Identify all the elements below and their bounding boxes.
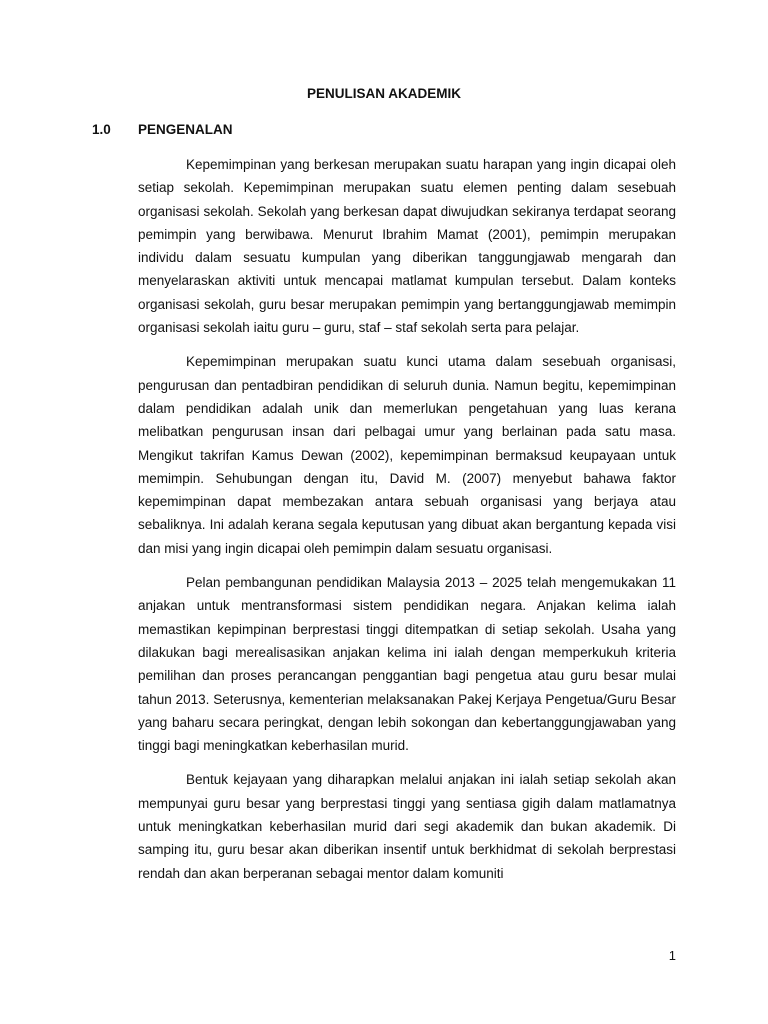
paragraph-2: Kepemimpinan merupakan suatu kunci utama dalam sesebuah organisasi, pengurusan dan pentadbiran pendidikan di seluruh dunia. Namun begitu, kepemimpinan dalam pendidikan adalah unik dan memerlukan pengetahuan yang luas kerana melibatkan pengurusan insan dari pelbagai umur yang berlainan pada satu masa. Mengikut takrifan Kamus Dewan (2002), kepemimpinan bermaksud keupayaan untuk memimpin. Sehubungan dengan itu, David M. (2007) menyebut bahawa faktor kepemimpinan dapat membezakan antara sebuah organisasi yang berjaya atau sebaliknya. Ini adalah kerana segala keputusan yang dibuat akan bergantung kepada visi dan misi yang ingin dicapai oleh pemimpin dalam sesuatu organisasi. <box>138 354 676 556</box>
paragraph-4: Bentuk kejayaan yang diharapkan melalui anjakan ini ialah setiap sekolah akan mempunyai guru besar yang berprestasi tinggi yang sentiasa gigih dalam matlamatnya untuk meningkatkan keberhasilan murid dari segi akademik dan bukan akademik. Di samping itu, guru besar akan diberikan insentif untuk berkhidmat di sekolah berprestasi rendah dan akan berperanan sebagai mentor dalam komuniti <box>138 772 676 881</box>
section-title: PENGENALAN <box>138 122 233 137</box>
body-text <box>138 153 676 896</box>
page-number: 1 <box>668 948 676 963</box>
section-number: 1.0 <box>92 122 111 137</box>
paragraph-1: Kepemimpinan yang berkesan merupakan suatu harapan yang ingin dicapai oleh setiap sekolah. Kepemimpinan merupakan suatu elemen penting dalam sesebuah organisasi sekolah. Sekolah yang berkesan dapat diwujudkan sekiranya terdapat seorang pemimpin yang berwibawa. Menurut Ibrahim Mamat (2001), pemimpin merupakan individu dalam sesuatu kumpulan yang diberikan tanggungjawab mengarah dan menyelaraskan aktiviti untuk mencapai matlamat kumpulan tersebut. Dalam konteks organisasi sekolah, guru besar merupakan pemimpin yang bertanggungjawab memimpin organisasi sekolah iaitu guru – guru, staf – staf sekolah serta para pelajar. <box>138 157 676 336</box>
paragraph-3: Pelan pembangunan pendidikan Malaysia 2013 – 2025 telah mengemukakan 11 anjakan untuk mentransformasi sistem pendidikan negara. Anjakan kelima ialah memastikan kepimpinan berprestasi tinggi ditempatkan di setiap sekolah. Usaha yang dilakukan bagi merealisasikan anjakan kelima ini ialah dengan memperkukuh kriteria pemilihan dan proses perancangan penggantian bagi pengetua atau guru besar mulai tahun 2013. Seterusnya, kementerian melaksanakan Pakej Kerjaya Pengetua/Guru Besar yang baharu secara peringkat, dengan lebih sokongan dan kebertanggungjawaban yang tinggi bagi meningkatkan keberhasilan murid. <box>138 575 676 754</box>
document-title: PENULISAN AKADEMIK <box>306 86 461 101</box>
